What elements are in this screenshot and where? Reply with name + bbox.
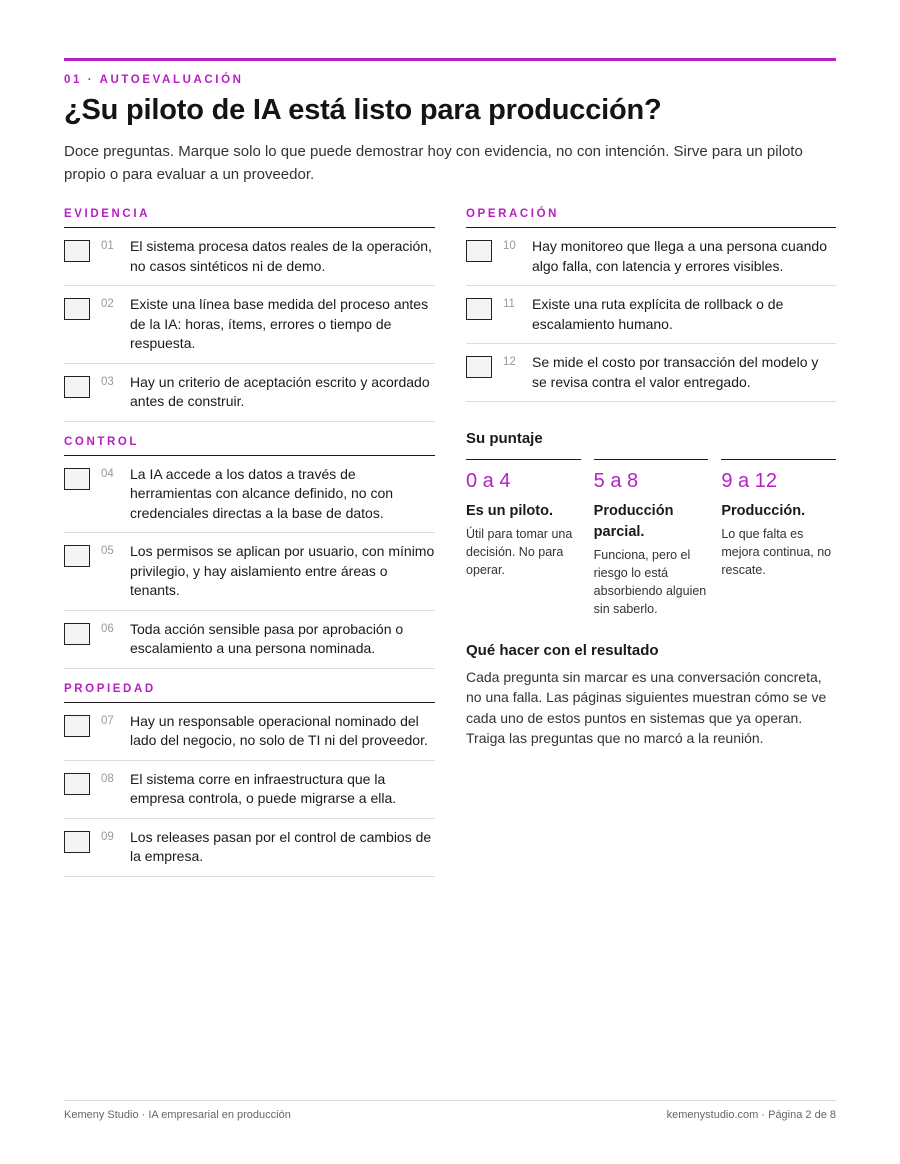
page [64, 58, 836, 864]
checklist-item [64, 611, 435, 669]
checkbox[interactable] [466, 356, 492, 378]
item-number: 08 [101, 772, 114, 785]
checklist-item [466, 344, 836, 402]
item-number: 07 [101, 714, 114, 727]
item-text: Existe una línea base medida del proceso antes de la IA: horas, ítems, errores o tiempo de respuesta. [130, 296, 429, 351]
checklist-section [64, 208, 435, 422]
item-text: Toda acción sensible pasa por aprobación o escalamiento a una persona nominada. [130, 620, 404, 656]
section-label: PROPIEDAD [64, 683, 435, 703]
footer-right: kemenystudio.com · Página 2 de 8 [666, 1109, 836, 1121]
checkbox[interactable] [64, 773, 90, 795]
score-title: Producción. [721, 503, 806, 519]
score-title: Producción parcial. [593, 503, 674, 540]
checkbox[interactable] [64, 623, 90, 645]
score-description: Funciona, pero el riesgo lo está absorbiendo alguien sin saberlo. [593, 548, 707, 616]
item-text: Hay un responsable operacional nominado del lado del negocio, no solo de TI ni del proveedor. [130, 712, 428, 748]
item-text: Los releases pasan por el control de cambios de la empresa. [130, 828, 432, 864]
section-kicker: 01 · AUTOEVALUACIÓN [64, 74, 244, 86]
item-number: 09 [101, 830, 114, 843]
item-number: 02 [101, 298, 114, 310]
checklist-item [64, 228, 435, 286]
next-steps-body: Cada pregunta sin marcar es una conversación concreta, no una falla. Las páginas siguientes muestran cómo se ve cada uno de estos puntos en sistemas que ya operan. Traiga las preguntas que no marcó a la reunión. [466, 669, 827, 746]
checkbox[interactable] [64, 240, 90, 262]
score-heading: Su puntaje [466, 430, 543, 447]
checklist-item [64, 286, 435, 364]
score-title: Es un piloto. [466, 503, 553, 519]
item-number: 05 [101, 545, 114, 557]
checklist-item [64, 456, 435, 534]
checklist-item [64, 761, 435, 819]
checkbox[interactable] [64, 831, 90, 853]
item-text: El sistema corre en infraestructura que la empresa controla, o puede migrarse a ella. [130, 770, 397, 806]
score-band [594, 459, 709, 618]
score-range: 5 a 8 [593, 470, 639, 492]
item-number: 12 [503, 356, 516, 368]
checkbox[interactable] [466, 298, 492, 320]
item-text: La IA accede a los datos a través de herramientas con alcance definido, no con credenciales directas a la base de datos. [130, 465, 394, 521]
section-label: CONTROL [64, 436, 435, 456]
item-text: Hay un criterio de aceptación escrito y acordado antes de construir. [130, 373, 430, 409]
page-footer [64, 1100, 836, 1121]
checklist-item [64, 364, 435, 422]
checkbox[interactable] [466, 240, 492, 262]
checklist-item [466, 228, 836, 286]
checklist-item [64, 819, 435, 877]
score-description: Útil para tomar una decisión. No para operar. [466, 527, 573, 577]
score-grid [466, 459, 836, 618]
intro-paragraph: Doce preguntas. Marque solo lo que puede demostrar hoy con evidencia, no con intención. Sirve para un piloto propio o para evaluar a un proveedor. [64, 143, 803, 183]
checkbox[interactable] [64, 468, 90, 490]
item-number: 04 [101, 467, 114, 480]
checklist-item [466, 286, 836, 344]
page-title: ¿Su piloto de IA está listo para producción? [64, 94, 662, 126]
accent-rule [64, 58, 836, 61]
checkbox[interactable] [64, 715, 90, 737]
score-band [721, 459, 836, 618]
item-number: 03 [101, 375, 114, 388]
score-band [466, 459, 581, 618]
footer-left: Kemeny Studio · IA empresarial en producción [64, 1109, 291, 1121]
section-label: EVIDENCIA [64, 208, 435, 228]
right-column [466, 208, 836, 748]
item-number: 06 [101, 622, 114, 635]
item-number: 11 [503, 298, 515, 310]
score-range: 0 a 4 [466, 470, 511, 492]
left-column [64, 208, 435, 877]
next-steps-heading: Qué hacer con el resultado [466, 642, 659, 659]
checklist-section [64, 683, 435, 877]
item-text: Se mide el costo por transacción del modelo y se revisa contra el valor entregado. [532, 354, 819, 390]
checkbox[interactable] [64, 298, 90, 320]
item-text: Hay monitoreo que llega a una persona cuando algo falla, con latencia y errores visibles. [532, 238, 827, 274]
checklist-section [466, 208, 836, 402]
right-sections [466, 208, 836, 402]
checkbox[interactable] [64, 376, 90, 398]
score-range: 9 a 12 [721, 470, 777, 492]
checklist-item [64, 703, 435, 761]
item-text: Los permisos se aplican por usuario, con mínimo privilegio, y hay aislamiento entre áreas o tenants. [130, 543, 435, 598]
item-number: 01 [101, 240, 114, 252]
section-label: OPERACIÓN [466, 208, 836, 228]
checklist-section [64, 436, 435, 669]
item-text: El sistema procesa datos reales de la operación, no casos sintéticos ni de demo. [130, 238, 432, 274]
item-text: Existe una ruta explícita de rollback o de escalamiento humano. [532, 296, 784, 332]
item-number: 10 [503, 240, 516, 252]
checkbox[interactable] [64, 545, 90, 567]
checklist-item [64, 533, 435, 611]
score-description: Lo que falta es mejora continua, no rescate. [721, 527, 832, 577]
